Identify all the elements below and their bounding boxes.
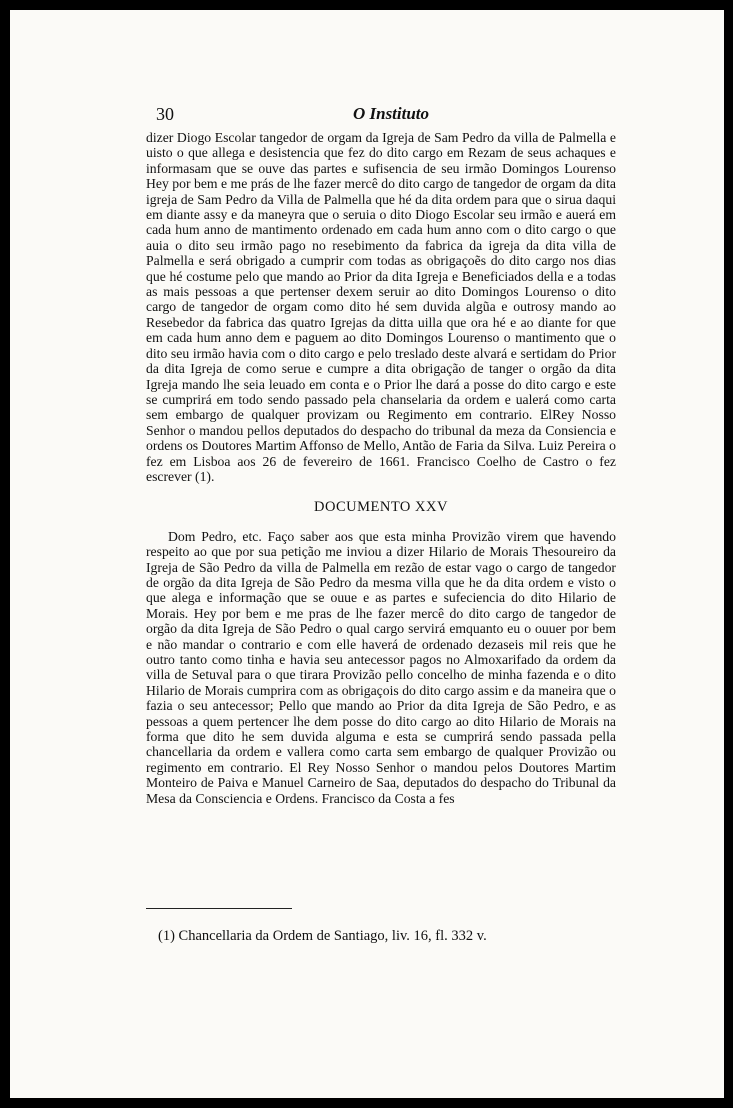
running-title: O Instituto	[352, 104, 430, 123]
page-header	[156, 104, 626, 126]
document-body	[146, 130, 616, 806]
footnote-divider	[146, 908, 292, 909]
page-number: 30	[156, 104, 174, 124]
paragraph-continuation: dizer Diogo Escolar tangedor de orgam da Igreja de Sam Pedro da villa de Palmella e uisto o que allega e desistencia que fez do dito cargo em Rezam de seus achaques e informasam que se ouve das partes e sufisencia de seu irmão Domingos Lourenso Hey por bem e me prás de lhe fazer mercê do dito cargo de tangedor de orgam da dita igreja de Sam Pedro da Villa de Palmella que hé da dita ordem para que o sirua daqui em diante assy e da maneyra que o seruia o dito Diogo Escolar seu irmão e auerá em cada hum anno de mantimento ordenado em cada hum anno com o dito cargo o que auia o dito seu irmão pago no resebimento da fabrica da igreja da dita villa de Palmella e será obrigado a cumprir com todas as obrigaçoẽs do dito cargo nos dias que hé costume pelo que mando ao Prior da dita Igreja e Beneficiados della e a todas as mais pessoas a que pertenser dexem seruir ao dito Domingos Lourenso o dito cargo de tangedor de orgam como dito hé sem duvida algũa e outrosy mando ao Resebedor da fabrica das quatro Igrejas da ditta uilla que ora hé e ao diante for que em cada hum anno dem e paguem ao dito Domingos Lourenso o mantimento que o dito seu irmão havia com o dito cargo e pelo treslado deste alvará e sertidam do Prior da dita Igreja de como serue e cumpre a dita obrigação de tanger o orgão da dita Igreja mando lhe seia leuado em conta e o Prior lhe dará a posse do dito cargo e este se cumprirá em todo sendo passado pela chanselaria da ordem e ualerá como carta sem embargo de qualquer provizam ou Regimento em contrario. ElRey Nosso Senhor o mandou pellos deputados do despacho do tribunal da meza da Consiencia e ordens os Doutores Martim Affonso de Mello, Antão de Faria da Silva. Luiz Pereira o fez em Lisboa aos 26 de fevereiro de 1661. Francisco Coelho de Castro o fez escrever (1).	[146, 130, 616, 484]
footnote: (1) Chancellaria da Ordem de Santiago, liv. 16, fl. 332 v.	[158, 928, 487, 944]
paragraph-document-xxv: Dom Pedro, etc. Faço saber aos que esta minha Provizão virem que havendo respeito ao que por sua petição me inviou a dizer Hilario de Morais Thesoureiro da Igreja de São Pedro da villa de Palmella em rezão de estar vago o cargo de tangedor de orgão da dita Igreja de São Pedro da mesma villa que he da dita ordem e visto o que alega e informação que se ouue e as partes e sufeciencia do dito Hilario de Morais. Hey por bem e me pras de lhe fazer mercê do dito cargo de tangedor de orgão da dita Igreja de São Pedro o qual cargo servirá emquanto eu o ouuer por bem e não mandar o contrario e com elle haverá de ordenado dezaseis mil reis que he outro tanto como tinha e havia seu antecessor pagos no Almoxarifado da ordem da villa de Setuval para o que tirara Provizão pello concelho de minha fazenda e o dito Hilario de Morais cumprira com as obrigaçois do dito cargo assim e da maneira que o fazia o seu antecessor; Pello que mando ao Prior da dita Igreja de São Pedro, e as pessoas a quem pertencer lhe dem posse do dito cargo ao dito Hilario de Morais na forma que dito he sem duvida alguma e esta se cumprirá sendo passada pella chancellaria da ordem e vallera como carta sem embargo de qualquer Provizão ou regimento em contrario. El Rey Nosso Senhor o mandou pelos Doutores Martim Monteiro de Paiva e Manuel Carneiro de Saa, deputados do despacho do Tribunal da Mesa da Consciencia e Ordens. Francisco da Costa a fes	[146, 528, 616, 806]
document-heading: DOCUMENTO XXV	[314, 499, 448, 516]
